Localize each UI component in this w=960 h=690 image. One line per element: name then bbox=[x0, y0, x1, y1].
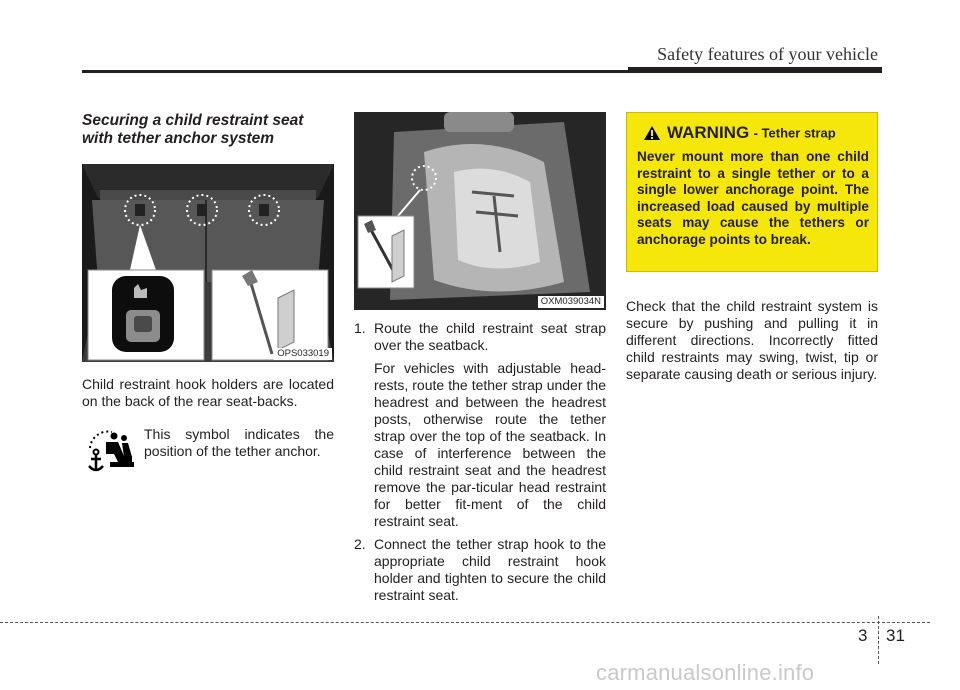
chapter-number: 3 bbox=[858, 626, 868, 645]
footer-rule bbox=[0, 622, 930, 623]
left-column bbox=[82, 112, 334, 476]
child-seat-tether-photo bbox=[354, 112, 606, 310]
cargo-area-illustration bbox=[82, 164, 334, 362]
tether-symbol-row bbox=[82, 426, 334, 476]
step-text: Connect the tether strap hook to the appropriate child restraint hook holder and tighten to secure the child restraint seat. bbox=[374, 536, 606, 603]
step-text: Route the child restraint seat strap over the seatback. bbox=[374, 320, 606, 353]
page-number: 31 bbox=[886, 626, 905, 645]
child-seat-illustration bbox=[354, 112, 606, 310]
warning-triangle-icon bbox=[643, 125, 661, 141]
instruction-step-1 bbox=[354, 320, 606, 530]
step-number: 2. bbox=[354, 536, 366, 552]
figure-code: OXM039034N bbox=[538, 296, 604, 308]
hook-holders-paragraph: Child restraint hook holders are located on the back of the rear seat-backs. bbox=[82, 376, 334, 409]
cargo-hook-holders-photo bbox=[82, 164, 334, 362]
instruction-step-2 bbox=[354, 536, 606, 604]
check-restraint-paragraph: Check that the child restraint system is secure by pushing and pulling it in different directions. Incorrectly fitted child restraints may swing, twist, tip or separate causing death or serious injury. bbox=[626, 298, 878, 382]
tether-symbol-description: This symbol indicates the position of the tether anchor. bbox=[144, 426, 334, 459]
site-watermark: carmanualsonline.info bbox=[596, 660, 815, 685]
running-header: Safety features of your vehicle bbox=[657, 44, 878, 64]
instruction-steps bbox=[354, 320, 606, 604]
header-tab-bar bbox=[628, 67, 882, 73]
warning-heading bbox=[643, 123, 836, 145]
warning-box bbox=[626, 112, 878, 272]
footer-divider bbox=[878, 616, 879, 664]
step-detail: For vehicles with adjustable head-rests, route the tether strap under the headrest and between the headrest posts, otherwise route the tether strap over the top of the seatback. In case of interference between the child restraint seat and the headrest remove the par-ticular head restraint for better fit-ment of the child restraint seat. bbox=[374, 360, 606, 529]
right-column bbox=[626, 112, 878, 383]
middle-column bbox=[354, 112, 606, 610]
tether-anchor-icon bbox=[86, 428, 138, 474]
warning-subtitle: - Tether strap bbox=[753, 125, 836, 141]
step-number: 1. bbox=[354, 320, 366, 336]
warning-text: Never mount more than one child restraint to a single tether or to a single lower anchorage point. The increased load caused by multiple seats may cause the tethers or anchorage points to break. bbox=[637, 149, 869, 247]
figure-code: OPS033019 bbox=[274, 348, 332, 360]
section-heading: Securing a child restraint seat with tether anchor system bbox=[82, 112, 304, 147]
warning-label: WARNING bbox=[667, 123, 750, 142]
